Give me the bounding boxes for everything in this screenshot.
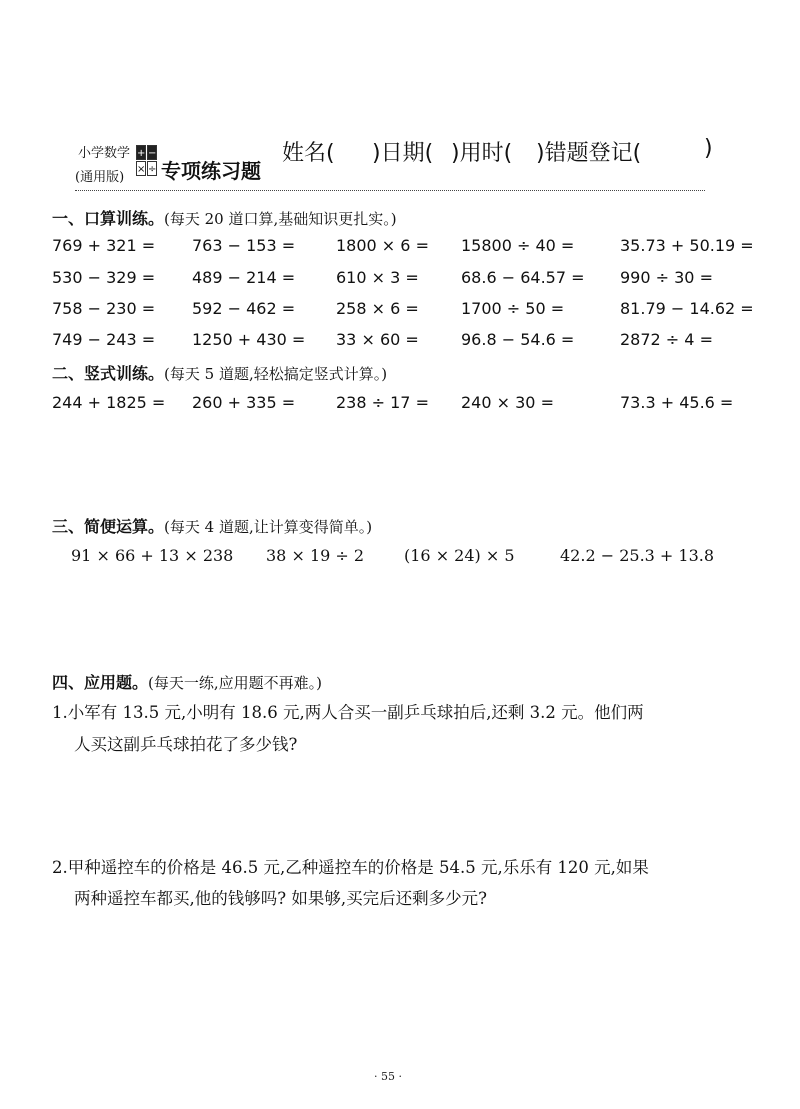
simplify-item: 42.2 − 25.3 + 13.8 [560,546,715,565]
oral-item: 990 ÷ 30 = [620,268,713,287]
oral-item: 258 × 6 = [336,299,419,318]
section3-title: 三、简便运算。 [52,517,165,536]
oral-item: 763 − 153 = [192,236,296,255]
page-number: · 55 · [374,1070,402,1083]
oral-item: 758 − 230 = [52,299,156,318]
section4-title: 四、应用题。 [52,673,149,692]
time-field-label: )用时( [451,141,513,166]
oral-item: 1250 + 430 = [192,330,306,349]
brand-operators-icon [136,145,158,177]
word-problem-2-line2: 两种遥控车都买,他的钱够吗? 如果够,买完后还剩多少元? [74,889,487,908]
section2-subtitle: (每天 5 道题,轻松搞定竖式计算。) [164,365,388,383]
minus-icon: − [147,145,157,160]
oral-item: 530 − 329 = [52,268,156,287]
vertical-calc-item: 260 + 335 = [192,393,296,412]
section2-heading [52,361,387,384]
mistakes-field-label: )错题登记( [536,141,642,166]
oral-item: 1800 × 6 = [336,236,429,255]
section1-heading [52,206,397,229]
word-problem-2-line1: 2.甲种遥控车的价格是 46.5 元,乙种遥控车的价格是 54.5 元,乐乐有 120 元,如果 [52,858,649,877]
word-problem-1-line2: 人买这副乒乓球拍花了多少钱? [74,735,298,754]
multiply-icon: × [136,161,146,176]
section2-title: 二、竖式训练。 [52,364,165,383]
oral-item: 749 − 243 = [52,330,156,349]
section4-subtitle: (每天一练,应用题不再难。) [148,674,322,692]
oral-item: 15800 ÷ 40 = [461,236,575,255]
vertical-calc-item: 73.3 + 45.6 = [620,393,734,412]
simplify-item: (16 × 24) × 5 [404,546,515,565]
simplify-item: 91 × 66 + 13 × 238 [71,546,234,565]
oral-item: 35.73 + 50.19 = [620,236,754,255]
brand-edition-label: (通用版) [75,170,125,185]
vertical-calc-item: 240 × 30 = [461,393,554,412]
section1-subtitle: (每天 20 道口算,基础知识更扎实。) [164,210,397,228]
section3-heading [52,514,372,537]
oral-item: 81.79 − 14.62 = [620,299,754,318]
brand-grade-label: 小学数学 [78,146,131,161]
oral-item: 33 × 60 = [336,330,419,349]
oral-item: 68.6 − 64.57 = [461,268,585,287]
oral-item: 610 × 3 = [336,268,419,287]
oral-item: 2872 ÷ 4 = [620,330,713,349]
section3-subtitle: (每天 4 道题,让计算变得简单。) [164,518,373,536]
brand-title: 专项练习题 [161,159,261,183]
plus-icon: + [136,145,146,160]
oral-item: 592 − 462 = [192,299,296,318]
mistakes-field-close: ) [704,136,713,161]
word-problem-1-line1: 1.小军有 13.5 元,小明有 18.6 元,两人合买一副乒乓球拍后,还剩 3.2 元。他们两 [52,703,644,722]
oral-item: 769 + 321 = [52,236,156,255]
vertical-calc-item: 244 + 1825 = [52,393,166,412]
vertical-calc-item: 238 ÷ 17 = [336,393,429,412]
header-divider [75,190,705,191]
oral-item: 489 − 214 = [192,268,296,287]
name-field-label: 姓名( [282,141,335,166]
date-field-label: )日期( [372,141,434,166]
section1-title: 一、口算训练。 [52,209,165,228]
divide-icon: ÷ [147,161,157,176]
oral-item: 1700 ÷ 50 = [461,299,565,318]
section4-heading [52,670,322,693]
simplify-item: 38 × 19 ÷ 2 [266,546,365,565]
oral-item: 96.8 − 54.6 = [461,330,575,349]
